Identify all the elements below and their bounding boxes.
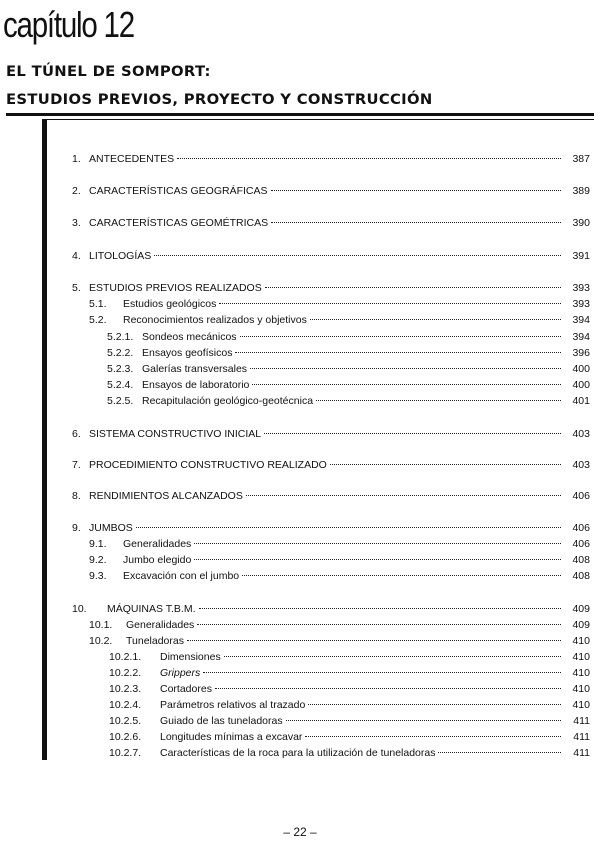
toc-entry-number: 8. [72, 490, 81, 502]
toc-entry-page: 408 [572, 554, 590, 566]
toc-entry-text: Grippers [160, 667, 201, 679]
toc-entry-page: 410 [572, 699, 590, 711]
toc-entry-text: CARACTERÍSTICAS GEOMÉTRICAS [89, 217, 269, 229]
toc-entry [72, 427, 590, 441]
toc-dot-leader [197, 624, 561, 625]
toc-entry-text: Recapitulación geológico-geotécnica [142, 395, 314, 407]
toc-entry-text: Ensayos de laboratorio [142, 379, 250, 391]
toc-entry [72, 152, 590, 166]
toc-entry-number: 10.2.5. [109, 715, 142, 727]
toc-entry-page: 394 [572, 331, 590, 343]
toc-entry-text: Generalidades [126, 619, 195, 631]
toc-entry-page: 393 [572, 282, 590, 294]
toc-entry-number: 10.2. [89, 635, 113, 647]
chapter-heading: capítulo 12 [3, 4, 134, 45]
toc-entry-number: 3. [72, 217, 81, 229]
toc-entry-number: 5.2. [89, 314, 107, 326]
toc-entry-page: 403 [572, 428, 590, 440]
toc-entry [72, 281, 590, 295]
toc-entry [72, 216, 590, 230]
toc-entry [72, 458, 590, 472]
toc-entry-page: 406 [572, 490, 590, 502]
toc-entry-text: CARACTERÍSTICAS GEOGRÁFICAS [89, 185, 268, 197]
toc-entry-page: 411 [573, 731, 590, 743]
toc-entry [89, 618, 590, 632]
toc-entry-number: 7. [72, 459, 81, 471]
toc-dot-leader [246, 495, 561, 496]
toc-entry-number: 10.2.1. [109, 651, 142, 663]
toc-entry-text: RENDIMIENTOS ALCANZADOS [89, 490, 243, 502]
toc-entry-text: Dimensiones [160, 651, 221, 663]
toc-entry [89, 569, 590, 583]
toc-entry-page: 391 [572, 250, 590, 262]
toc-entry-text: Galerías transversales [142, 363, 248, 375]
toc-entry-text: Estudios geológicos [123, 298, 217, 310]
toc-entry-page: 390 [572, 217, 590, 229]
toc-entry-number: 6. [72, 428, 81, 440]
toc-dot-leader [250, 368, 561, 369]
toc-entry [107, 394, 590, 408]
toc-entry [109, 666, 590, 680]
toc-entry-page: 393 [572, 298, 590, 310]
toc-entry-page: 410 [572, 683, 590, 695]
toc-entry [89, 297, 590, 311]
toc-dot-leader [187, 640, 561, 641]
toc-entry-page: 409 [572, 603, 590, 615]
toc-entry-number: 10.2.4. [109, 699, 142, 711]
toc-entry-text: JUMBOS [89, 522, 133, 534]
toc-entry-text: ESTUDIOS PREVIOS REALIZADOS [89, 282, 262, 294]
toc-entry [109, 746, 590, 760]
toc-entry [107, 378, 590, 392]
toc-dot-leader [305, 736, 561, 737]
toc-entry [72, 489, 590, 503]
toc-dot-leader [224, 656, 561, 657]
toc-dot-leader [316, 400, 561, 401]
toc-entry-number: 10.2.2. [109, 667, 142, 679]
toc-entry [109, 682, 590, 696]
toc-entry [89, 553, 590, 567]
toc-dot-leader [264, 433, 561, 434]
toc-entry-text: Parámetros relativos al trazado [160, 699, 306, 711]
chapter-title-line-2: ESTUDIOS PREVIOS, PROYECTO Y CONSTRUCCIÓN [6, 92, 433, 108]
toc-entry-page: 406 [572, 522, 590, 534]
toc-entry [109, 698, 590, 712]
toc-entry [107, 362, 590, 376]
toc-entry [107, 330, 590, 344]
toc-entry-number: 5.2.5. [107, 395, 134, 407]
toc-entry-text: Cortadores [160, 683, 212, 695]
toc-entry-text: Jumbo elegido [123, 554, 192, 566]
toc-entry-text: SISTEMA CONSTRUCTIVO INICIAL [89, 428, 262, 440]
toc-dot-leader [215, 688, 561, 689]
toc-entry [109, 714, 590, 728]
toc-entry-number: 10. [72, 603, 87, 615]
toc-dot-leader [240, 336, 561, 337]
toc-entry-text: PROCEDIMIENTO CONSTRUCTIVO REALIZADO [89, 459, 327, 471]
toc-entry-text: Excavación con el jumbo [123, 570, 240, 582]
toc-entry-page: 400 [572, 363, 590, 375]
toc-entry-page: 400 [572, 379, 590, 391]
toc-entry-text: Guiado de las tuneladoras [160, 715, 283, 727]
toc-entry-number: 2. [72, 185, 81, 197]
toc-entry-number: 10.2.7. [109, 747, 142, 759]
toc-entry-page: 410 [572, 635, 590, 647]
toc-entry [109, 650, 590, 664]
toc-entry [107, 346, 590, 360]
toc-entry [89, 313, 590, 327]
toc-dot-leader [265, 287, 561, 288]
toc-dot-leader [252, 384, 561, 385]
toc-dot-leader [177, 158, 561, 159]
toc-entry-page: 403 [572, 459, 590, 471]
toc-entry-number: 10.2.6. [109, 731, 142, 743]
toc-entry-number: 9.3. [89, 570, 107, 582]
toc-dot-leader [194, 559, 561, 560]
toc-entry [72, 602, 590, 616]
toc-entry-number: 5.1. [89, 298, 107, 310]
toc-entry-page: 396 [572, 347, 590, 359]
toc-entry-page: 406 [572, 538, 590, 550]
toc-entry-page: 387 [572, 153, 590, 165]
chapter-title-line-1: EL TÚNEL DE SOMPORT: [6, 64, 211, 80]
toc-entry-page: 409 [572, 619, 590, 631]
toc-entry [72, 184, 590, 198]
toc-dot-leader [308, 704, 561, 705]
toc-entry-text: MÁQUINAS T.B.M. [107, 603, 196, 615]
toc-entry-page: 411 [573, 715, 590, 727]
toc-entry-text: Sondeos mecánicos [142, 331, 237, 343]
toc-dot-leader [271, 190, 561, 191]
toc-entry [72, 249, 590, 263]
toc-entry-number: 9.2. [89, 554, 107, 566]
toc-entry-number: 9. [72, 522, 81, 534]
toc-entry-text: Características de la roca para la utilización de tuneladoras [160, 747, 436, 759]
toc-entry-number: 5.2.4. [107, 379, 134, 391]
toc-dot-leader [242, 575, 561, 576]
toc-dot-leader [154, 255, 561, 256]
toc-entry [72, 521, 590, 535]
toc-dot-leader [199, 608, 562, 609]
page-number: – 22 – [283, 825, 317, 839]
toc-entry-page: 394 [572, 314, 590, 326]
toc-dot-leader [235, 352, 561, 353]
toc-entry [89, 537, 590, 551]
toc-entry [109, 730, 590, 744]
toc-entry-number: 5.2.3. [107, 363, 134, 375]
toc-entry-text: Reconocimientos realizados y objetivos [123, 314, 307, 326]
toc-entry-number: 10.2.3. [109, 683, 142, 695]
toc-dot-leader [330, 464, 561, 465]
toc-entry-page: 401 [572, 395, 590, 407]
toc-dot-leader [203, 672, 561, 673]
toc-entry-text: LITOLOGÍAS [89, 250, 152, 262]
toc-entry-number: 4. [72, 250, 81, 262]
toc-entry-text: Generalidades [123, 538, 192, 550]
toc-entry-text: Longitudes mínimas a excavar [160, 731, 303, 743]
toc-entry-number: 5.2.2. [107, 347, 134, 359]
toc-dot-leader [219, 303, 561, 304]
toc-entry-page: 411 [573, 747, 590, 759]
toc-entry-text: Tuneladoras [126, 635, 184, 647]
toc-entry-number: 1. [72, 153, 81, 165]
toc-dot-leader [136, 527, 561, 528]
toc-dot-leader [310, 319, 561, 320]
toc-dot-leader [438, 752, 561, 753]
toc-entry-page: 410 [572, 651, 590, 663]
toc-entry-page: 410 [572, 667, 590, 679]
toc-entry-page: 408 [572, 570, 590, 582]
toc-entry-number: 5. [72, 282, 81, 294]
toc-entry-number: 9.1. [89, 538, 107, 550]
toc-entry-text: ANTECEDENTES [89, 153, 175, 165]
toc-dot-leader [194, 543, 561, 544]
toc-dot-leader [286, 720, 561, 721]
toc-entry [89, 634, 590, 648]
toc-dot-leader [271, 222, 561, 223]
toc-entry-page: 389 [572, 185, 590, 197]
toc-entry-number: 5.2.1. [107, 331, 134, 343]
toc-entry-text: Ensayos geofísicos [142, 347, 233, 359]
toc-entry-number: 10.1. [89, 619, 113, 631]
